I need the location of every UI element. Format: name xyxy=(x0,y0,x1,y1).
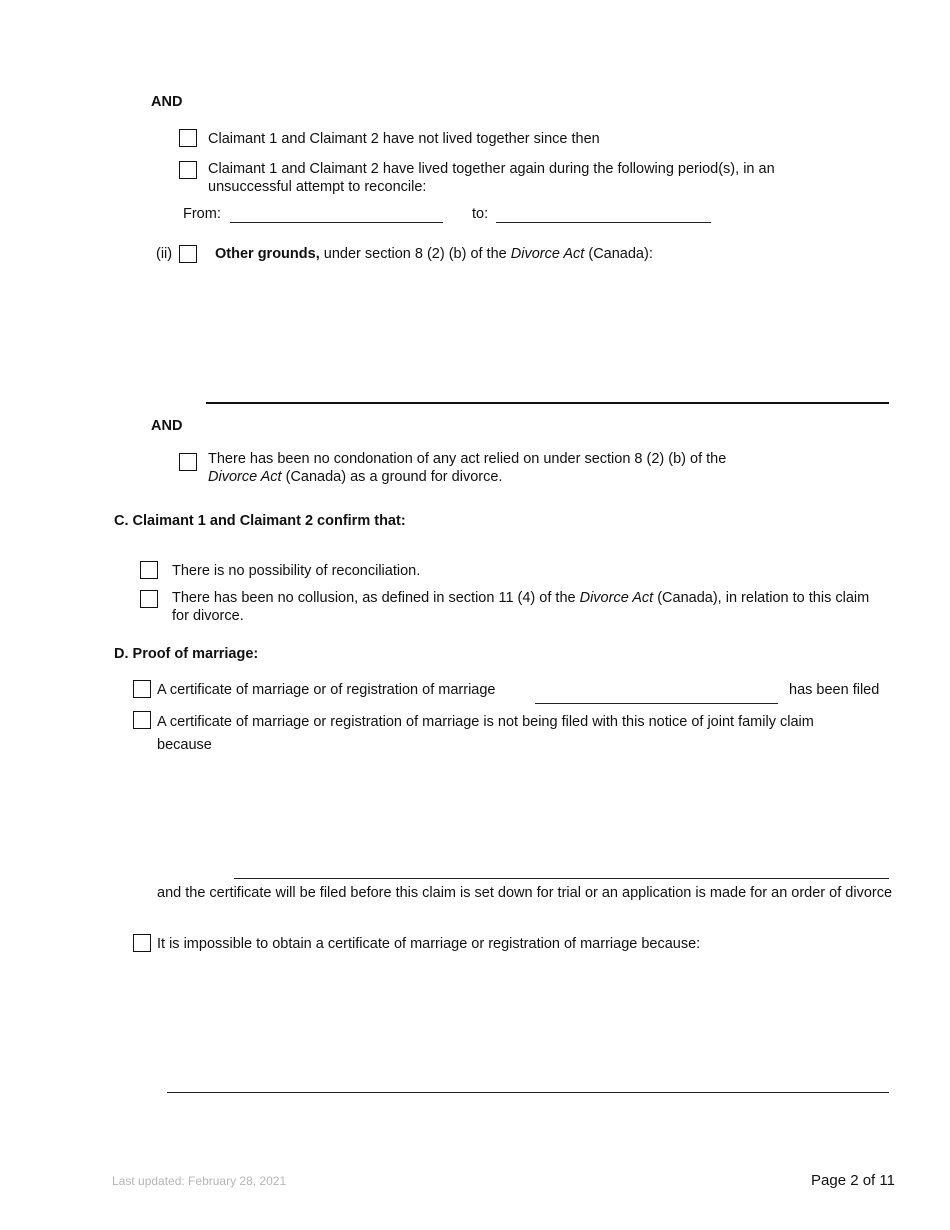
certificate-not-filed-label: A certificate of marriage or registration of marriage is not being filed with this notice of joint family claim because xyxy=(157,714,814,753)
impossible-reason-field[interactable] xyxy=(167,1092,889,1093)
other-grounds-checkbox[interactable] xyxy=(179,245,197,263)
other-grounds-field[interactable] xyxy=(206,402,889,404)
other-grounds-number: (ii) xyxy=(156,246,173,262)
certificate-filed-label: A certificate of marriage or of registration of marriage xyxy=(157,682,496,698)
other-grounds-label xyxy=(215,245,653,263)
divorce-act-ref-1: Divorce Act xyxy=(510,246,585,262)
other-grounds-text-1: under section 8 (2) (b) of the xyxy=(319,246,511,262)
no-condonation-line-2 xyxy=(208,468,502,486)
certificate-filed-checkbox[interactable] xyxy=(133,680,151,698)
no-condonation-text-2: (Canada) as a ground for divorce. xyxy=(281,469,503,485)
impossible-checkbox[interactable] xyxy=(133,934,151,952)
from-label: From: xyxy=(183,206,221,222)
no-reconciliation-checkbox[interactable] xyxy=(140,561,158,579)
no-collusion-label xyxy=(172,589,887,625)
divorce-act-ref-3: Divorce Act xyxy=(579,590,654,606)
certificate-not-filed-checkbox[interactable] xyxy=(133,711,151,729)
no-reconciliation-label: There is no possibility of reconciliation. xyxy=(172,563,421,579)
and-label-2: AND xyxy=(151,418,183,434)
section-d-heading: D. Proof of marriage: xyxy=(114,646,259,662)
from-date-field[interactable] xyxy=(230,222,443,223)
and-label-1: AND xyxy=(151,94,183,110)
section-c-heading: C. Claimant 1 and Claimant 2 confirm that: xyxy=(114,513,406,529)
to-label: to: xyxy=(472,206,489,222)
no-condonation-line-1: There has been no condonation of any act relied on under section 8 (2) (b) of the xyxy=(208,451,727,467)
page-number: Page 2 of 11 xyxy=(811,1172,895,1189)
not-filed-reason-field[interactable] xyxy=(234,878,889,879)
divorce-act-ref-2: Divorce Act xyxy=(208,469,282,485)
no-collusion-text-1: There has been no collusion, as defined in section 11 (4) of the xyxy=(172,590,580,606)
not-lived-together-checkbox[interactable] xyxy=(179,129,197,147)
lived-together-again-checkbox[interactable] xyxy=(179,161,197,179)
other-grounds-text-2: (Canada): xyxy=(584,246,653,262)
has-been-filed-label: has been filed xyxy=(789,682,880,698)
last-updated-text: Last updated: February 28, 2021 xyxy=(112,1174,287,1188)
to-date-field[interactable] xyxy=(496,222,711,223)
certificate-filed-field[interactable] xyxy=(535,703,778,704)
will-be-filed-text: and the certificate will be filed before this claim is set down for trial or an application is made for an order of divorce xyxy=(157,885,893,901)
no-condonation-checkbox[interactable] xyxy=(179,453,197,471)
not-lived-together-label: Claimant 1 and Claimant 2 have not lived together since then xyxy=(208,131,600,147)
impossible-label: It is impossible to obtain a certificate of marriage or registration of marriage because: xyxy=(157,936,701,952)
lived-together-again-label: Claimant 1 and Claimant 2 have lived together again during the following period(s), in an unsuccessful attempt to reconcile: xyxy=(208,161,775,195)
other-grounds-bold: Other grounds, xyxy=(215,246,320,262)
no-collusion-text-2: (Canada), in relation to this claim for divorce. xyxy=(172,590,870,624)
no-collusion-checkbox[interactable] xyxy=(140,590,158,608)
